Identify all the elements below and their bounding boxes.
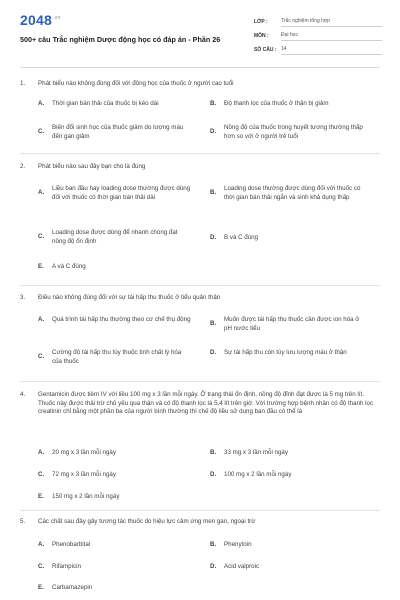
option-text: Quá trình tái hấp thu thường theo cơ chế thụ động <box>52 316 191 323</box>
option-text: Loading dose thường được dùng đối với thuốc có thời gian bán thải ngắn và sinh khả dụng thấp <box>224 185 361 201</box>
question-divider <box>20 153 380 154</box>
option-text: Acid valproic <box>224 563 260 570</box>
option-d[interactable] <box>210 124 375 141</box>
option-c[interactable] <box>38 349 208 366</box>
option-text: Muốn được tái hấp thu thuốc cần được ion hóa ở pH nước tiểu <box>224 316 360 332</box>
option-letter: B. <box>210 449 217 456</box>
option-letter: B. <box>210 541 217 548</box>
option-letter: E. <box>38 493 44 500</box>
meta-label: SỐ CÂU : <box>254 47 277 53</box>
option-e[interactable] <box>38 584 208 593</box>
meta-label: MÔN : <box>254 33 269 39</box>
option-text: Thời gian bán thải của thuốc bị kéo dài <box>52 100 159 107</box>
option-c[interactable] <box>38 124 208 141</box>
question-5 <box>20 518 380 600</box>
option-text: A và C đúng <box>52 263 86 270</box>
option-c[interactable] <box>38 563 208 572</box>
question-4 <box>20 391 380 511</box>
option-b[interactable] <box>210 449 375 458</box>
question-text: Gentamicin được tiêm IV với liều 100 mg x 3 lần mỗi ngày. Ở trạng thái ổn định, nồng độ đỉnh đạt được là 5 mg trên lít. Thuốc này được thải trừ chủ yếu qua thận và có độ thanh lọc là 5,4 lít trên giờ. Với trường hợp bệnh nhân có độ thanh lọc creatinin chỉ bằng một phần ba của người bình thường thì chế độ liều sử dụng ban đầu có thể là <box>38 391 374 416</box>
option-letter: D. <box>210 471 217 478</box>
question-2 <box>20 163 380 288</box>
option-text: Loading dose được dùng để nhanh chóng đạt nồng độ ổn định <box>52 229 178 245</box>
option-text: Rifampicin <box>52 563 81 570</box>
option-letter: D. <box>210 349 217 356</box>
option-letter: A. <box>38 316 45 323</box>
option-letter: B. <box>210 100 217 107</box>
option-text: Độ thanh lọc của thuốc ở thận bị giảm <box>224 100 329 107</box>
question-text: Phát biểu nào không đúng đối với động học của thuốc ở người cao tuổi <box>38 80 234 87</box>
option-letter: D. <box>210 128 217 136</box>
option-c[interactable] <box>38 229 208 246</box>
option-b[interactable] <box>210 541 375 550</box>
option-letter: C. <box>38 353 45 361</box>
option-text: 150 mg x 2 lần mỗi ngày <box>52 493 120 500</box>
question-text: Các chất sau đây gây tương tác thuốc do hiệu lực cảm ứng men gan, ngoại trừ <box>38 518 256 525</box>
option-b[interactable] <box>210 185 375 202</box>
option-a[interactable] <box>38 449 208 458</box>
option-letter: A. <box>38 189 45 197</box>
option-letter: B. <box>210 189 217 197</box>
logo-domain: .vn <box>52 15 61 22</box>
meta-label: LỚP : <box>254 19 268 25</box>
option-b[interactable] <box>210 316 375 333</box>
option-text: Liều ban đầu hay loading dose thường được dùng đối với thuốc có thời gian bán thải dài <box>52 185 191 201</box>
option-text: 20 mg x 3 lần mỗi ngày <box>52 449 116 456</box>
option-d[interactable] <box>210 349 375 358</box>
meta-value: Đại học <box>281 32 382 41</box>
question-divider <box>20 510 380 511</box>
logo-text: 2048 <box>20 12 52 28</box>
question-1 <box>20 80 380 160</box>
option-letter: A. <box>38 541 45 548</box>
option-letter: E. <box>38 263 44 270</box>
option-text: Nồng độ của thuốc trong huyết tương thường thấp hơn so với ở người trẻ tuổi <box>224 124 363 140</box>
option-e[interactable] <box>38 263 208 272</box>
question-number: 4. <box>20 391 26 398</box>
document-title: 500+ câu Trắc nghiệm Dược động học có đáp án - Phần 26 <box>20 35 221 44</box>
option-letter: A. <box>38 100 45 107</box>
question-divider <box>20 285 380 286</box>
option-text: Phenytoin <box>224 541 252 548</box>
question-number: 5. <box>20 518 26 525</box>
option-c[interactable] <box>38 471 208 480</box>
question-divider <box>20 381 380 382</box>
option-text: Cường độ tái hấp thu tùy thuộc tính chất lý hóa của thuốc <box>52 349 182 365</box>
option-d[interactable] <box>210 234 375 243</box>
option-text: Sự tái hấp thu còn tùy lưu lượng máu ở thận <box>224 349 347 356</box>
option-letter: D. <box>210 563 217 570</box>
option-e[interactable] <box>38 493 208 502</box>
option-text: 72 mg x 3 lần mỗi ngày <box>52 471 116 478</box>
question-number: 3. <box>20 294 26 301</box>
option-letter: D. <box>210 234 217 241</box>
option-text: 33 mg x 3 lần mỗi ngày <box>224 449 288 456</box>
option-text: 100 mg x 2 lần mỗi ngày <box>224 471 292 478</box>
option-d[interactable] <box>210 471 375 480</box>
option-letter: B. <box>210 320 217 328</box>
meta-value: 14 <box>281 46 382 55</box>
option-letter: A. <box>38 449 45 456</box>
meta-value: Trắc nghiệm tổng hợp <box>281 18 382 27</box>
question-text: Điều nào không đúng đối với sự tái hấp thu thuốc ở tiểu quản thận <box>38 294 221 301</box>
option-letter: C. <box>38 471 45 478</box>
option-letter: C. <box>38 563 45 570</box>
option-a[interactable] <box>38 541 208 550</box>
option-text: Phenobarbital <box>52 541 91 548</box>
question-3 <box>20 294 380 379</box>
option-a[interactable] <box>38 316 208 325</box>
option-letter: E. <box>38 584 44 591</box>
question-number: 1. <box>20 80 26 87</box>
question-text: Phát biểu nào sau đây bạn cho là đúng <box>38 163 146 170</box>
option-letter: C. <box>38 233 45 241</box>
option-letter: C. <box>38 128 45 136</box>
option-d[interactable] <box>210 563 375 572</box>
option-a[interactable] <box>38 100 208 109</box>
option-text: B và C đúng <box>224 234 259 241</box>
question-number: 2. <box>20 163 26 170</box>
option-b[interactable] <box>210 100 375 109</box>
option-text: Biến đổi sinh học của thuốc giảm do lượng máu đến gan giảm <box>52 124 184 140</box>
option-a[interactable] <box>38 185 208 202</box>
option-text: Carbamazepin <box>52 584 93 591</box>
